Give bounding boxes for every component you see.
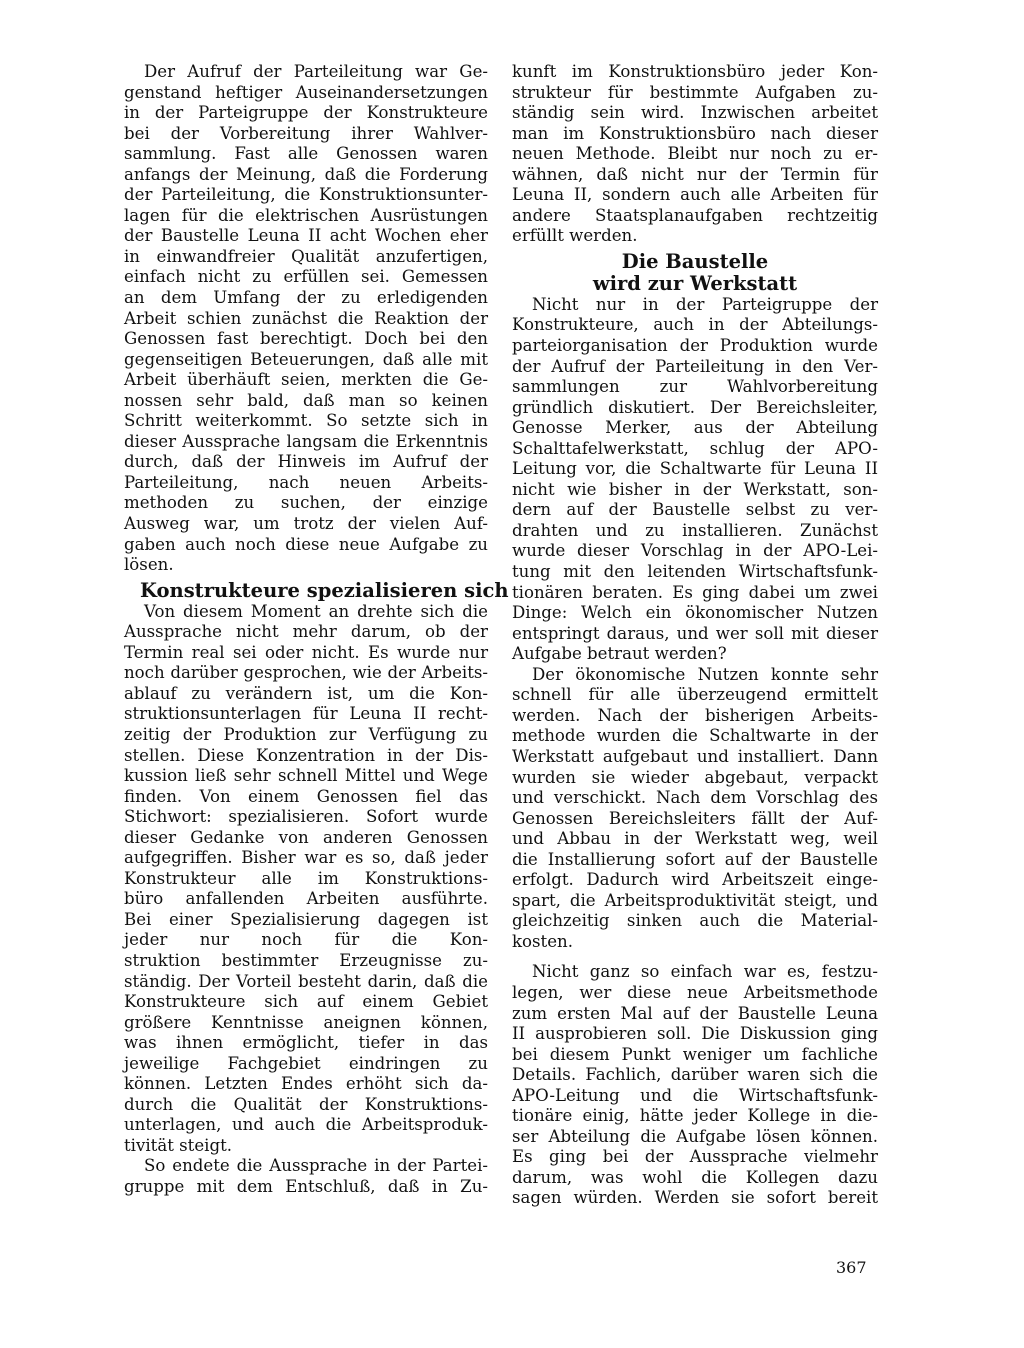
text-line: jeder nur noch für die Kon- [124, 930, 488, 950]
text-line: dieser Aussprache langsam die Erkenntnis [124, 431, 488, 451]
text-line: gründlich diskutiert. Der Bereichsleiter, [512, 397, 878, 417]
text-line: Stichwort: spezialisieren. Sofort wurde [124, 807, 488, 827]
text-line: Leitung vor, die Schaltwarte für Leuna II [512, 459, 878, 479]
text-line: man im Konstruktionsbüro nach dieser [512, 123, 878, 143]
text-line: entspringt daraus, und wer soll mit dieser [512, 623, 878, 643]
text-line: Dinge: Welch ein ökonomischer Nutzen [512, 603, 878, 623]
text-line: tionäre einig, hätte jeder Kollege in die- [512, 1106, 878, 1126]
section-heading-baustelle-line-2: wird zur Werkstatt [592, 271, 798, 295]
left-paragraph-2 [124, 602, 488, 1157]
text-line: gleichzeitig sinken auch die Material- [512, 911, 878, 931]
paragraph-gap [512, 952, 878, 962]
section-heading-konstrukteure: Konstrukteure spezialisieren sich [140, 578, 509, 602]
right-paragraph-3 [512, 665, 878, 953]
text-line: Nicht ganz so einfach war es, festzu- [532, 962, 878, 982]
text-line: lösen. [124, 555, 174, 575]
text-line: noch darüber gesprochen, wie der Arbeits- [124, 663, 488, 683]
text-line: Arbeit überhäuft seien, merkten die Ge- [124, 370, 488, 390]
text-line: werden. Nach der bisherigen Arbeits- [512, 705, 878, 725]
left-paragraph-3 [124, 1156, 488, 1197]
text-line: Konstrukteur alle im Konstruktions- [124, 868, 488, 888]
text-line: Genosse Merker, aus der Abteilung [512, 418, 878, 438]
text-line: Der ökonomische Nutzen konnte sehr [532, 664, 878, 684]
text-line: schnell für alle überzeugend ermittelt [512, 685, 878, 705]
text-line: gruppe mit dem Entschluß, daß in Zu- [124, 1176, 488, 1196]
text-line: Aussprache nicht mehr darum, ob der [124, 622, 488, 642]
text-line: nicht wie bisher in der Werkstatt, son- [512, 479, 878, 499]
text-line: ständig. Der Vorteil besteht darin, daß die [124, 971, 488, 991]
text-line: Schritt weiterkommt. So setzte sich in [124, 411, 488, 431]
text-line: Ausweg war, um trotz der vielen Auf- [124, 514, 488, 534]
text-line: andere Staatsplanaufgaben rechtzeitig [512, 205, 878, 225]
text-line: Leuna II, sondern auch alle Arbeiten für [512, 185, 878, 205]
text-line: APO-Leitung und die Wirtschaftsfunk- [512, 1085, 878, 1105]
text-line: kosten. [512, 931, 574, 951]
text-line: struktionsunterlagen für Leuna II recht- [124, 704, 488, 724]
text-line: dieser Gedanke von anderen Genossen [124, 827, 488, 847]
text-line: gegenseitigen Beteuerungen, daß alle mit [124, 349, 488, 369]
text-line: und Abbau in der Werkstatt weg, weil [512, 829, 878, 849]
text-line: neuen Methode. Bleibt nur noch zu er- [512, 144, 878, 164]
text-line: Nicht nur in der Parteigruppe der [532, 294, 878, 314]
text-line: stellen. Diese Konzentration in der Dis- [124, 745, 488, 765]
text-line: durch, daß der Hinweis im Aufruf der [124, 452, 488, 472]
text-line: Details. Fachlich, darüber waren sich die [512, 1065, 878, 1085]
text-line: gaben auch noch diese neue Aufgabe zu [124, 534, 488, 554]
text-line: Genossen Bereichsleiters fällt der Auf- [512, 808, 878, 828]
left-paragraph-1 [124, 62, 488, 576]
text-line: und verschickt. Nach dem Vorschlag des [512, 788, 878, 808]
text-line: ablauf zu verändern ist, um die Kon- [124, 683, 488, 703]
text-line: Genossen fast berechtigt. Doch bei den [124, 329, 488, 349]
text-line: wurde dieser Vorschlag in der APO-Lei- [512, 541, 878, 561]
text-line: struktion bestimmter Erzeugnisse zu- [124, 950, 488, 970]
text-line: tionären beraten. Es ging dabei um zwei [512, 582, 878, 602]
text-line: erfüllt werden. [512, 226, 638, 246]
text-line: aufgegriffen. Bisher war es so, daß jeder [124, 848, 488, 868]
text-line: lagen für die elektrischen Ausrüstungen [124, 205, 488, 225]
section-heading-baustelle-line-1: Die Baustelle [621, 249, 769, 273]
text-line: Werkstatt aufgebaut und installiert. Dann [512, 746, 878, 766]
text-line: Konstrukteure, auch in der Abteilungs- [512, 315, 878, 335]
text-line: tung mit den leitenden Wirtschaftsfunk- [512, 562, 878, 582]
text-line: Parteileitung, nach neuen Arbeits- [124, 472, 488, 492]
text-line: ser Abteilung die Aufgabe lösen können. [512, 1126, 878, 1146]
text-line: nossen sehr bald, daß man so keinen [124, 390, 488, 410]
text-line: Von diesem Moment an drehte sich die [144, 601, 488, 621]
text-line: finden. Von einem Genossen fiel das [124, 786, 488, 806]
right-column [512, 62, 878, 1209]
text-line: der Aufruf der Parteileitung in den Ver- [512, 356, 878, 376]
text-line: sammlungen zur Wahlvorbereitung [512, 377, 878, 397]
text-line: einfach nicht zu erfüllen sei. Gemessen [124, 267, 488, 287]
text-line: Konstrukteure sich auf einem Gebiet [124, 992, 488, 1012]
text-line: spart, die Arbeitsproduktivität steigt, und [512, 890, 878, 910]
text-line: Bei einer Spezialisierung dagegen ist [124, 909, 488, 929]
text-line: der Baustelle Leuna II acht Wochen eher [124, 226, 488, 246]
text-line: die Installierung sofort auf der Baustelle [512, 849, 878, 869]
left-column [124, 62, 509, 1198]
text-line: drahten und zu installieren. Zunächst [512, 520, 878, 540]
text-line: sagen würden. Werden sie sofort bereit [512, 1188, 878, 1208]
right-paragraph-4 [512, 962, 878, 1209]
text-line: II ausprobieren soll. Die Diskussion ging [512, 1024, 878, 1044]
text-line: bei der Vorbereitung ihrer Wahlver- [124, 123, 488, 143]
text-line: zeitig der Produktion zur Verfügung zu [124, 724, 488, 744]
text-line: jeweilige Fachgebiet eindringen zu [124, 1053, 488, 1073]
text-line: Der Aufruf der Parteileitung war Ge- [144, 62, 488, 81]
text-line: strukteur für bestimmte Aufgaben zu- [512, 82, 878, 102]
text-line: methode wurden die Schaltwarte in der [512, 726, 878, 746]
text-line: was ihnen ermöglicht, tiefer in das [124, 1033, 488, 1053]
text-line: dern auf der Baustelle selbst zu ver- [512, 500, 878, 520]
text-line: wurden sie wieder abgebaut, verpackt [512, 767, 878, 787]
text-line: kunft im Konstruktionsbüro jeder Kon- [512, 62, 878, 81]
text-line: an dem Umfang der zu erledigenden [124, 288, 488, 308]
text-line: kussion ließ sehr schnell Mittel und Wege [124, 766, 488, 786]
text-line: anfangs der Meinung, daß die Forderung [124, 164, 488, 184]
text-line: Es ging bei der Aussprache vielmehr [512, 1147, 878, 1167]
right-paragraph-2 [512, 295, 878, 665]
text-line: Aufgabe betraut werden? [512, 644, 727, 664]
text-line: genstand heftiger Auseinandersetzungen [124, 82, 488, 102]
text-line: methoden zu suchen, der einzige [124, 493, 488, 513]
page-number: 367 [836, 1258, 867, 1277]
text-line: erfolgt. Dadurch wird Arbeitszeit einge- [512, 870, 878, 890]
text-line: sammlung. Fast alle Genossen waren [124, 144, 488, 164]
right-paragraph-1 [512, 62, 878, 247]
text-line: durch die Qualität der Konstruktions- [124, 1094, 488, 1114]
text-line: der Parteileitung, die Konstruktionsunter- [124, 185, 488, 205]
text-line: größere Kenntnisse aneignen können, [124, 1012, 488, 1032]
text-line: Arbeit schien zunächst die Reaktion der [124, 308, 488, 328]
text-line: in einwandfreier Qualität anzufertigen, [124, 246, 488, 266]
text-line: ständig sein wird. Inzwischen arbeitet [512, 103, 878, 123]
text-line: büro anfallenden Arbeiten ausführte. [124, 889, 488, 909]
text-line: in der Parteigruppe der Konstrukteure [124, 103, 488, 123]
text-line: tivität steigt. [124, 1135, 233, 1155]
text-line: parteiorganisation der Produktion wurde [512, 336, 878, 356]
text-line: wähnen, daß nicht nur der Termin für [512, 164, 878, 184]
text-line: Termin real sei oder nicht. Es wurde nur [124, 642, 488, 662]
text-line: legen, wer diese neue Arbeitsmethode [512, 982, 878, 1002]
text-line: unterlagen, und auch die Arbeitsproduk- [124, 1115, 488, 1135]
text-line: darum, was wohl die Kollegen dazu [512, 1167, 878, 1187]
text-line: bei diesem Punkt weniger um fachliche [512, 1044, 878, 1064]
text-line: zum ersten Mal auf der Baustelle Leuna [512, 1003, 878, 1023]
text-line: So endete die Aussprache in der Partei- [144, 1156, 488, 1176]
text-line: Schalttafelwerkstatt, schlug der APO- [512, 438, 878, 458]
text-line: können. Letzten Endes erhöht sich da- [124, 1074, 488, 1094]
